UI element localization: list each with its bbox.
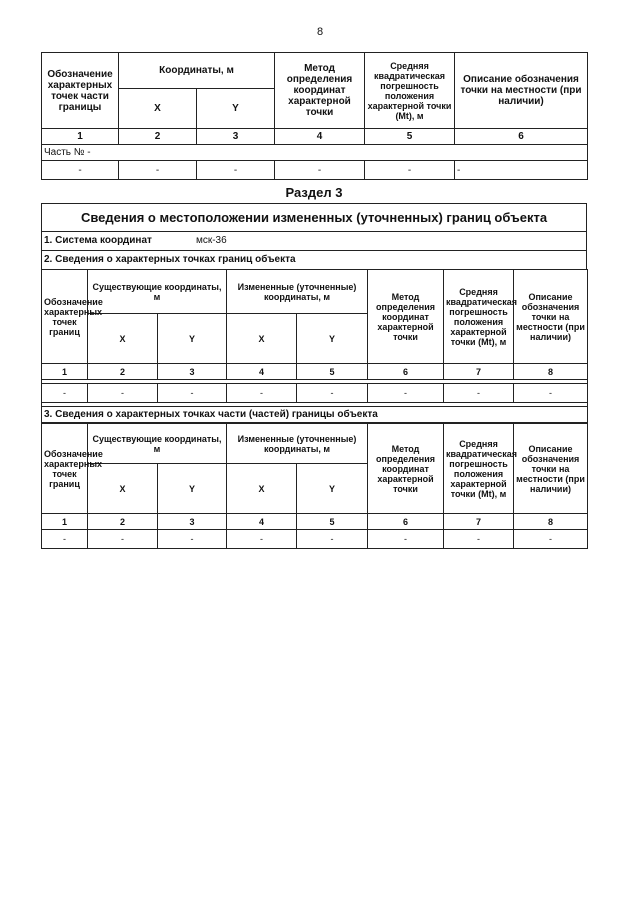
table-cell: - <box>158 530 227 549</box>
table-cell: - <box>444 530 514 549</box>
header-error: Средняя квадратическая погрешность положения характерной точки (Mt), м <box>365 53 455 129</box>
coord-system-value: мск-36 <box>195 235 227 246</box>
table-cell: - <box>297 384 368 403</box>
header-x: X <box>227 464 297 514</box>
table-cell: - <box>88 384 158 403</box>
table-cell: - <box>297 530 368 549</box>
section-box-title: Сведения о местоположении измененных (уточненных) границ объекта <box>42 204 586 232</box>
header-x: X <box>119 89 197 129</box>
col-number: 2 <box>88 514 158 530</box>
header-description: Описание обозначения точки на местности (при наличии) <box>455 53 588 129</box>
col-number: 6 <box>455 129 588 145</box>
header-designation: Обозначение характерных точек границ <box>42 424 88 514</box>
table-cell: - <box>197 161 275 180</box>
header-x: X <box>227 314 297 364</box>
col-number: 1 <box>42 129 119 145</box>
table-cell: - <box>42 530 88 549</box>
table2-title: 2. Сведения о характерных точках границ объекта <box>44 254 296 265</box>
table-cell: - <box>368 530 444 549</box>
col-number: 7 <box>444 514 514 530</box>
header-y: Y <box>158 314 227 364</box>
table-row <box>42 384 588 403</box>
col-number: 3 <box>158 364 227 380</box>
table-cell: - <box>42 161 119 180</box>
header-coordinates: Координаты, м <box>119 53 275 89</box>
section-box <box>41 203 587 269</box>
document-sheet <box>41 52 587 549</box>
header-description: Описание обозначения точки на местности (при наличии) <box>514 424 588 514</box>
table-cell: - <box>444 384 514 403</box>
table-cell: - <box>119 161 197 180</box>
table-cell: - <box>365 161 455 180</box>
header-changed: Измененные (уточненные) координаты, м <box>227 424 368 464</box>
table-cell: - <box>514 530 588 549</box>
header-error: Средняя квадратическая погрешность положения характерной точки (Mt), м <box>444 424 514 514</box>
table-cell: - <box>42 384 88 403</box>
col-number: 5 <box>365 129 455 145</box>
table-row <box>42 530 588 549</box>
part-label: Часть № - <box>42 145 588 161</box>
section-title: Раздел 3 <box>285 185 343 200</box>
table-cell: - <box>88 530 158 549</box>
boundary-points-table <box>41 269 588 423</box>
col-number: 2 <box>88 364 158 380</box>
header-designation: Обозначение характерных точек части границы <box>42 53 119 129</box>
col-number: 4 <box>227 364 297 380</box>
table3-title: 3. Сведения о характерных точках части (частей) границы объекта <box>42 407 588 423</box>
header-changed: Измененные (уточненные) координаты, м <box>227 270 368 314</box>
table-cell: - <box>227 530 297 549</box>
coord-system-label: 1. Система координат <box>44 235 152 246</box>
col-number: 1 <box>42 514 88 530</box>
col-number: 7 <box>444 364 514 380</box>
header-x: X <box>88 464 158 514</box>
header-method: Метод определения координат характерной точки <box>368 424 444 514</box>
col-number: 1 <box>42 364 88 380</box>
col-number: 6 <box>368 364 444 380</box>
header-description: Описание обозначения точки на местности (при наличии) <box>514 270 588 364</box>
header-y: Y <box>197 89 275 129</box>
col-number: 5 <box>297 364 368 380</box>
col-number: 2 <box>119 129 197 145</box>
header-existing: Существующие координаты, м <box>88 424 227 464</box>
col-number: 3 <box>158 514 227 530</box>
page-number: 8 <box>316 26 324 38</box>
header-method: Метод определения координат характерной точки <box>275 53 365 129</box>
header-method: Метод определения координат характерной точки <box>368 270 444 364</box>
table-cell: - <box>158 384 227 403</box>
header-x: X <box>88 314 158 364</box>
coord-system-line <box>42 232 586 251</box>
col-number: 6 <box>368 514 444 530</box>
header-y: Y <box>297 314 368 364</box>
table-cell: - <box>455 161 588 180</box>
table-cell: - <box>368 384 444 403</box>
col-number: 3 <box>197 129 275 145</box>
table-cell: - <box>275 161 365 180</box>
header-y: Y <box>158 464 227 514</box>
header-designation: Обозначение характерных точек границ <box>42 270 88 364</box>
header-y: Y <box>297 464 368 514</box>
header-error: Средняя квадратическая погрешность положения характерной точки (Mt), м <box>444 270 514 364</box>
col-number: 4 <box>275 129 365 145</box>
col-number: 4 <box>227 514 297 530</box>
header-existing: Существующие координаты, м <box>88 270 227 314</box>
col-number: 8 <box>514 364 588 380</box>
table-cell: - <box>514 384 588 403</box>
col-number: 5 <box>297 514 368 530</box>
col-number: 8 <box>514 514 588 530</box>
part-points-table <box>41 52 588 180</box>
part-boundary-points-table <box>41 423 588 549</box>
table-cell: - <box>227 384 297 403</box>
table-row <box>42 161 588 180</box>
